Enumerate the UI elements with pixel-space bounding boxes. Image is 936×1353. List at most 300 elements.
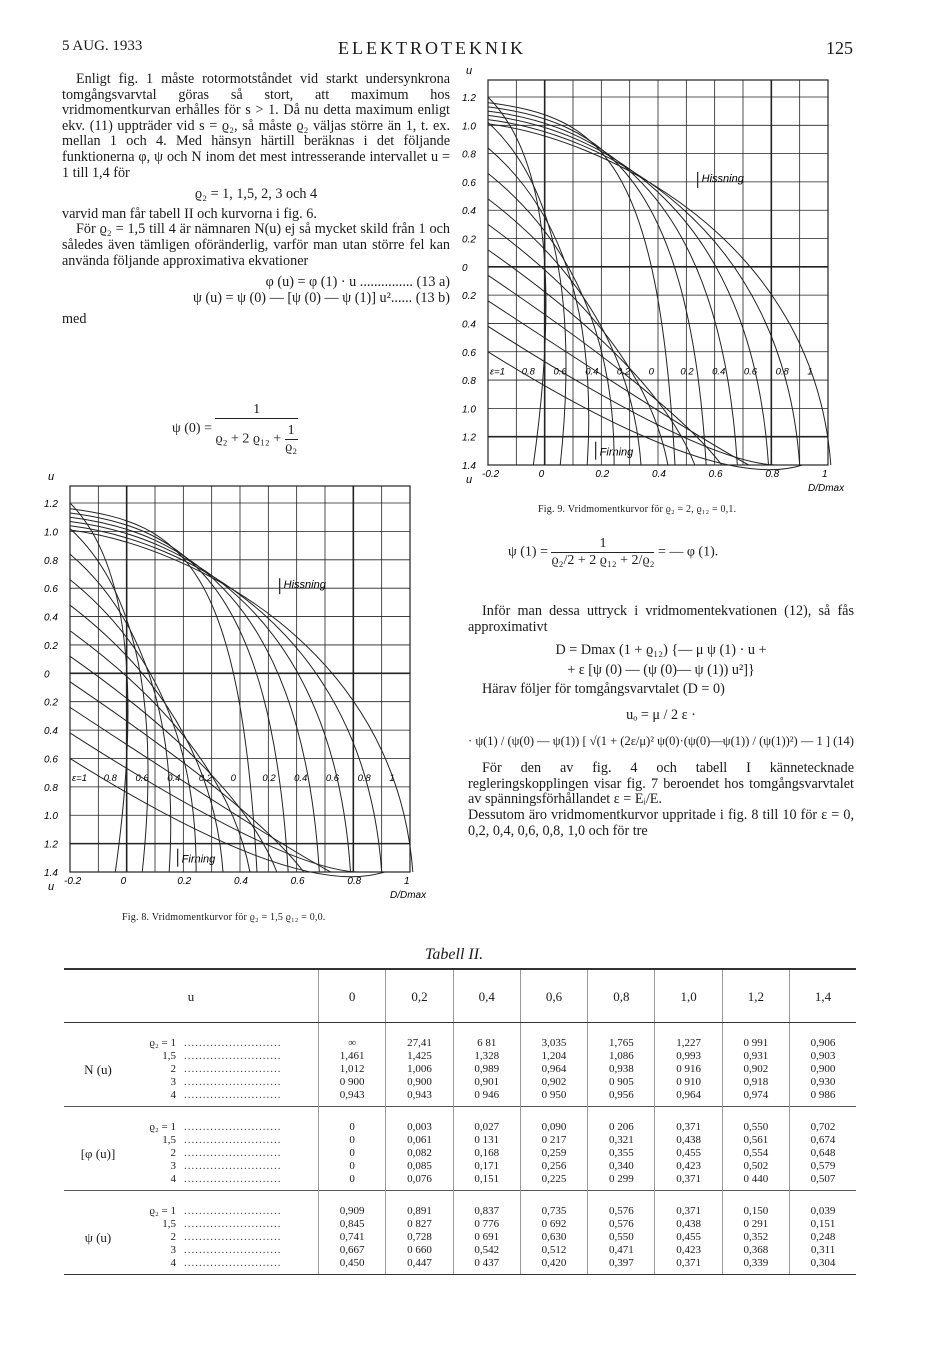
table-cell: 0 440 xyxy=(722,1173,789,1191)
y-tick-label: 1.4 xyxy=(462,461,476,472)
table-rho-label: 4 xyxy=(170,1089,176,1101)
hissning-label: Hissning xyxy=(283,579,326,592)
torque-curve xyxy=(488,115,769,465)
y-tick-label: 0.2 xyxy=(462,291,476,303)
u-axis-label: u xyxy=(466,474,473,486)
y-tick-label: 0.8 xyxy=(462,149,476,161)
table-cell: 0 905 xyxy=(588,1076,655,1089)
table-group-label: ψ (u) xyxy=(84,1230,112,1245)
table-cell: 0,674 xyxy=(790,1134,856,1147)
table-cell: 0,450 xyxy=(319,1257,386,1274)
table-cell: 1,204 xyxy=(520,1050,587,1063)
y-tick-label: 1.2 xyxy=(462,92,476,104)
table-cell: 0,368 xyxy=(722,1244,789,1257)
med-label: med xyxy=(62,311,87,328)
figure-9-chart xyxy=(448,62,868,507)
y-tick-label: 0.2 xyxy=(462,234,476,246)
table-cell: 0,667 xyxy=(319,1244,386,1257)
equation-psi0 xyxy=(172,402,298,456)
table-cell: 0,964 xyxy=(655,1089,722,1107)
table-rho-label: 1,5 xyxy=(162,1134,176,1146)
table-cell: 1,086 xyxy=(588,1050,655,1063)
table-cell: 0,579 xyxy=(790,1160,856,1173)
table-rho-label: 3 xyxy=(170,1244,176,1256)
table-col-header-5: 1,0 xyxy=(655,970,722,1023)
table-cell: 0,554 xyxy=(722,1147,789,1160)
epsilon-label: 0.6 xyxy=(553,366,567,378)
u-axis-label: u xyxy=(48,881,55,893)
table-cell: 0,371 xyxy=(655,1173,722,1191)
table-cell: 0,993 xyxy=(655,1050,722,1063)
table-cell: 0 986 xyxy=(790,1089,856,1107)
table-cell: 0,502 xyxy=(722,1160,789,1173)
epsilon-label: 1 xyxy=(389,773,395,785)
firning-label: Firning xyxy=(181,853,216,866)
figure-8-caption: Fig. 8. Vridmomentkurvor för ϱ₂ = 1,5 ϱ₁₂ = 0,0. xyxy=(122,912,326,923)
table-cell: 0 217 xyxy=(520,1134,587,1147)
table-leader-dots: .......................... xyxy=(184,1076,282,1088)
hissning-label: Hissning xyxy=(701,172,744,185)
table-cell: 0,561 xyxy=(722,1134,789,1147)
table-rho-label: ϱ₂ = 1 xyxy=(132,1191,180,1219)
table-cell: 0 776 xyxy=(453,1218,520,1231)
epsilon-label: ε=1 xyxy=(490,366,506,378)
y-tick-label: 1.0 xyxy=(44,527,58,539)
paragraph-2: varvid man får tabell II och kurvorna i fig. 6. xyxy=(62,205,317,222)
table-row xyxy=(64,1134,856,1147)
y-tick-label: 0 xyxy=(44,669,50,681)
table-cell: 0 827 xyxy=(386,1218,453,1231)
psi0-lhs: ψ (0) = xyxy=(172,421,212,437)
epsilon-label: 0.2 xyxy=(616,366,631,378)
table-cell: 0,909 xyxy=(319,1191,386,1219)
table-row xyxy=(64,1023,856,1051)
table-cell: 1,425 xyxy=(386,1050,453,1063)
epsilon-label: 0.2 xyxy=(680,366,694,378)
torque-curve xyxy=(70,707,331,872)
epsilon-label: 0.8 xyxy=(521,366,535,378)
y-tick-label: 0.6 xyxy=(462,347,476,359)
paragraph-7: Dessutom äro vridmomentkurvor uppritade i fig. 8 till 10 för ε = 0, 0,2, 0,4, 0,6, 0,8, 1,0 och för tre xyxy=(468,806,854,839)
table-cell: 1,012 xyxy=(319,1063,386,1076)
table-cell: 0 691 xyxy=(453,1231,520,1244)
y-tick-label: 0.6 xyxy=(44,754,58,766)
table-cell: 0,918 xyxy=(722,1076,789,1089)
table-cell: 0 946 xyxy=(453,1089,520,1107)
table-rho-label: 1,5 xyxy=(162,1050,176,1062)
table-cell: 0 916 xyxy=(655,1063,722,1076)
x-tick-label: 0 xyxy=(538,469,545,480)
torque-curve xyxy=(70,517,319,872)
table-cell: 0,471 xyxy=(588,1244,655,1257)
table-cell: 0,311 xyxy=(790,1244,856,1257)
x-tick-label: 0.8 xyxy=(347,876,362,887)
table-cell: 0,845 xyxy=(319,1218,386,1231)
table-cell: 0,420 xyxy=(520,1257,587,1274)
table-group-spacer xyxy=(64,1244,132,1257)
y-tick-label: 1.0 xyxy=(462,121,476,133)
table-cell: 1,461 xyxy=(319,1050,386,1063)
table-cell: 0 291 xyxy=(722,1218,789,1231)
right-column xyxy=(468,604,854,839)
torque-curve xyxy=(70,656,277,872)
table-group-label: N (u) xyxy=(84,1062,112,1077)
table-leader-dots: .......................... xyxy=(184,1063,282,1075)
table-cell: 0 900 xyxy=(319,1076,386,1089)
table-leader-dots: .......................... xyxy=(180,1023,319,1051)
y-tick-label: 1.0 xyxy=(462,404,476,416)
epsilon-label: 0.2 xyxy=(262,773,276,785)
equation-d-line2: + ε [ψ (0) — (ψ (0)— ψ (1)) u²]} xyxy=(567,661,755,678)
torque-curve xyxy=(488,107,706,465)
table-cell: 0,352 xyxy=(722,1231,789,1244)
table-col-header-2: 0,4 xyxy=(453,970,520,1023)
table-row xyxy=(64,1147,856,1160)
table-cell: 1,006 xyxy=(386,1063,453,1076)
table-row xyxy=(64,1257,856,1274)
rho-values: ϱ₂ = 1, 1,5, 2, 3 och 4 xyxy=(194,186,318,203)
y-tick-label: 0.8 xyxy=(462,376,476,388)
equation-13b: ψ (u) = ψ (0) — [ψ (0) — ψ (1)] u²...... (13 b) xyxy=(193,289,450,306)
table-cell: 0,735 xyxy=(520,1191,587,1219)
table-cell: 0,256 xyxy=(520,1160,587,1173)
table-rho-label: 3 xyxy=(170,1076,176,1088)
torque-curve xyxy=(70,631,250,872)
table-cell: 0 692 xyxy=(520,1218,587,1231)
table-leader-dots: .......................... xyxy=(184,1244,282,1256)
x-tick-label: 0.6 xyxy=(708,469,723,480)
table-cell: 0,903 xyxy=(790,1050,856,1063)
y-tick-label: 0.4 xyxy=(44,612,58,624)
table-rho-label: ϱ₂ = 1 xyxy=(132,1107,180,1135)
table-rho-label: 2 xyxy=(170,1231,176,1243)
table-cell: 0,576 xyxy=(588,1191,655,1219)
table-leader-dots: .......................... xyxy=(184,1173,282,1185)
epsilon-label: 0.2 xyxy=(198,773,213,785)
x-tick-label: 1 xyxy=(822,469,828,480)
table-cell: 0,956 xyxy=(588,1089,655,1107)
table-leader-dots: .......................... xyxy=(184,1257,282,1269)
x-tick-label: -0.2 xyxy=(64,876,82,887)
table-cell: 0,321 xyxy=(588,1134,655,1147)
table-col-header-1: 0,2 xyxy=(386,970,453,1023)
table-title: Tabell II. xyxy=(425,946,484,963)
y-tick-label: 0.4 xyxy=(462,319,476,331)
table-cell: 0 131 xyxy=(453,1134,520,1147)
table-cell: 0,371 xyxy=(655,1107,722,1135)
psi1-lhs: ψ (1) = xyxy=(508,544,548,560)
epsilon-label: 0.4 xyxy=(294,773,308,785)
table-cell: 0,989 xyxy=(453,1063,520,1076)
table-cell: 0,931 xyxy=(722,1050,789,1063)
table-cell: 0 991 xyxy=(722,1023,789,1051)
table-cell: 0,371 xyxy=(655,1191,722,1219)
torque-curve xyxy=(70,529,148,872)
table-cell: 0,248 xyxy=(790,1231,856,1244)
epsilon-label: ε=1 xyxy=(72,773,88,785)
table-cell: 0,151 xyxy=(790,1218,856,1231)
table-leader-dots: .......................... xyxy=(184,1134,282,1146)
table-cell: 0 xyxy=(319,1160,386,1173)
table-group-spacer xyxy=(64,1023,132,1051)
table-col-header-7: 1,4 xyxy=(790,970,856,1023)
psi1-denominator: ϱ₂/2 + 2 ϱ₁₂ + 2/ϱ₂ xyxy=(551,553,655,568)
table-cell: 0,438 xyxy=(655,1134,722,1147)
table-cell: 0,151 xyxy=(453,1173,520,1191)
y-tick-label: 0.2 xyxy=(44,697,58,709)
table-col-header-6: 1,2 xyxy=(722,970,789,1023)
table-cell: 0,340 xyxy=(588,1160,655,1173)
equation-psi1 xyxy=(508,536,718,569)
table-cell: 0,891 xyxy=(386,1191,453,1219)
table-group-spacer xyxy=(64,1160,132,1173)
table-cell: 0 xyxy=(319,1173,386,1191)
equation-14: · ψ(1) / (ψ(0) — ψ(1)) [ √(1 + (2ε/μ)² ψ(0)·(ψ(0)—ψ(1)) / (ψ(1))²) — 1 ] (14) xyxy=(468,733,854,748)
table-cell: 0,900 xyxy=(386,1076,453,1089)
table-row xyxy=(64,1089,856,1107)
table-cell: 0,630 xyxy=(520,1231,587,1244)
paragraph-3: För ϱ₂ = 1,5 till 4 är nämnaren N(u) ej så mycket skild från 1 och således även tämligen oföränderlig, varför man utan större fel kan använda följande approximativa ekvationer xyxy=(62,221,450,269)
table-row xyxy=(64,1050,856,1063)
table-cell: 0,943 xyxy=(319,1089,386,1107)
table-row xyxy=(64,1076,856,1089)
table-row xyxy=(64,1244,856,1257)
page-number: 125 xyxy=(826,38,853,58)
table-col-header-4: 0,8 xyxy=(588,970,655,1023)
table-cell: 0,900 xyxy=(790,1063,856,1076)
left-column xyxy=(62,72,450,328)
y-tick-label: 0.6 xyxy=(462,177,476,189)
equation-uo: uₒ = μ / 2 ε · xyxy=(626,706,696,723)
torque-curve xyxy=(488,250,695,465)
torque-curve xyxy=(70,513,288,872)
x-tick-label: 0.6 xyxy=(290,876,305,887)
x-tick-label: 0.4 xyxy=(234,876,248,887)
header-date: 5 AUG. 1933 xyxy=(62,38,143,54)
y-tick-label: 0.6 xyxy=(44,584,58,596)
psi0-numerator: 1 xyxy=(215,402,297,419)
table-cell: 0,259 xyxy=(520,1147,587,1160)
table-cell: 0,090 xyxy=(520,1107,587,1135)
table-leader-dots: .......................... xyxy=(184,1147,282,1159)
x-axis-label: D/Dmax xyxy=(808,483,845,494)
table-cell: 0,423 xyxy=(655,1160,722,1173)
epsilon-label: 0.8 xyxy=(357,773,371,785)
table-cell: 0,648 xyxy=(790,1147,856,1160)
table-cell: 0,039 xyxy=(790,1191,856,1219)
epsilon-label: 0.6 xyxy=(325,773,340,785)
paragraph-5: Härav följer för tomgångsvarvtalet (D = 0) xyxy=(482,681,725,698)
table-cell: 0,906 xyxy=(790,1023,856,1051)
torque-curve xyxy=(488,122,566,465)
table-cell: 27,41 xyxy=(386,1023,453,1051)
table-cell: 0,728 xyxy=(386,1231,453,1244)
table-cell: 0,085 xyxy=(386,1160,453,1173)
table-cell: 0,507 xyxy=(790,1173,856,1191)
paragraph-1: Enligt fig. 1 måste rotormotståndet vid starkt undersynkrona tomgångsvarvtal göras så stort, att maximum hos vridmomentkurvan erhålles för s > 1. Då nu detta maximum enligt ekv. (11) uppträder vid s = ϱ₂, så måste ϱ₂ väljas större än 1, t. ex. mellan 1 och 4. Med hänsyn härtill beräknas i det följande funktionerna φ, ψ och N inom det mest intresserande intervallet u = 1 till 1,4 för xyxy=(62,71,450,181)
table-rho-label: 4 xyxy=(170,1257,176,1269)
table-cell: 6 81 xyxy=(453,1023,520,1051)
table-row xyxy=(64,1218,856,1231)
table-cell: 0,027 xyxy=(453,1107,520,1135)
table-cell: 0,964 xyxy=(520,1063,587,1076)
table-cell: 0,902 xyxy=(520,1076,587,1089)
table-cell: 0 437 xyxy=(453,1257,520,1274)
table-cell: 1,765 xyxy=(588,1023,655,1051)
table-leader-dots: .......................... xyxy=(184,1218,282,1230)
table-cell: 0,550 xyxy=(588,1231,655,1244)
table-cell: 0,576 xyxy=(588,1218,655,1231)
table-cell: 0,455 xyxy=(655,1147,722,1160)
table-cell: 0,082 xyxy=(386,1147,453,1160)
equation-d-line1: D = Dmax (1 + ϱ₁₂) {— μ ψ (1) · u + xyxy=(555,642,767,659)
torque-curve xyxy=(488,224,668,465)
torque-curve xyxy=(488,120,800,465)
table-cell: 0,943 xyxy=(386,1089,453,1107)
y-tick-label: 1.2 xyxy=(44,839,58,851)
table-row xyxy=(64,1191,856,1219)
table-leader-dots: .......................... xyxy=(184,1050,282,1062)
table-cell: 0,901 xyxy=(453,1076,520,1089)
y-tick-label: 0.8 xyxy=(44,782,58,794)
table-cell: 0,512 xyxy=(520,1244,587,1257)
paragraph-6: För den av fig. 4 och tabell I kännetecknade regleringskopplingen visar fig. 7 beroendet hos tomgångsvarvtalet av spänningsförhållandet ε = Eᵢ/E. xyxy=(468,760,854,808)
table-rho-label: 2 xyxy=(170,1063,176,1075)
table-group-spacer xyxy=(64,1173,132,1191)
table-leader-dots: .......................... xyxy=(184,1160,282,1172)
table-cell: 0,930 xyxy=(790,1076,856,1089)
u-axis-label: u xyxy=(48,472,55,483)
table-rho-label: 4 xyxy=(170,1173,176,1185)
table-rho-label: 1,5 xyxy=(162,1218,176,1230)
torque-curve xyxy=(70,733,358,872)
table-group-spacer xyxy=(64,1107,132,1135)
table-cell: 0 xyxy=(319,1107,386,1135)
table-rho-label: 3 xyxy=(170,1160,176,1172)
epsilon-label: 0.8 xyxy=(103,773,117,785)
psi1-rhs: = — φ (1). xyxy=(657,544,719,560)
psi0-denominator: ϱ₂ + 2 ϱ₁₂ + xyxy=(215,431,282,447)
table-cell: 0,371 xyxy=(655,1257,722,1274)
table-cell: 3,035 xyxy=(520,1023,587,1051)
y-tick-label: 1.4 xyxy=(44,868,58,879)
epsilon-label: 0 xyxy=(648,366,654,378)
table-cell: 0 910 xyxy=(655,1076,722,1089)
table-cell: 0,171 xyxy=(453,1160,520,1173)
table-cell: 0,003 xyxy=(386,1107,453,1135)
table-cell: 0,355 xyxy=(588,1147,655,1160)
table-cell: 0 299 xyxy=(588,1173,655,1191)
table-cell: 0,304 xyxy=(790,1257,856,1274)
table-cell: 0,902 xyxy=(722,1063,789,1076)
psi0-den-frac-num: 1 xyxy=(285,423,298,440)
x-tick-label: 0.2 xyxy=(595,469,610,480)
torque-curve xyxy=(70,526,382,872)
figure-9-caption: Fig. 9. Vridmomentkurvor för ϱ₂ = 2, ϱ₁₂ = 0,1. xyxy=(538,504,737,515)
table-cell: 0,455 xyxy=(655,1231,722,1244)
table-cell: ∞ xyxy=(319,1023,386,1051)
table-cell: 1,227 xyxy=(655,1023,722,1051)
table-u-header: u xyxy=(64,970,319,1023)
table-cell: 0,150 xyxy=(722,1191,789,1219)
torque-curve xyxy=(488,326,776,465)
x-tick-label: 0.8 xyxy=(765,469,780,480)
psi1-numerator: 1 xyxy=(551,536,654,553)
table-cell: 0,550 xyxy=(722,1107,789,1135)
table-cell: 0 950 xyxy=(520,1089,587,1107)
y-tick-label: 1.2 xyxy=(44,499,58,511)
torque-curve xyxy=(488,301,749,465)
journal-title: ELEKTROTEKNIK xyxy=(338,38,526,58)
table-group-spacer xyxy=(64,1089,132,1107)
table-cell: 0,397 xyxy=(588,1257,655,1274)
table-cell: 0,225 xyxy=(520,1173,587,1191)
table-leader-dots: .......................... xyxy=(180,1107,319,1135)
table-col-header-0: 0 xyxy=(319,970,386,1023)
epsilon-label: 0 xyxy=(230,773,236,785)
table-row xyxy=(64,1173,856,1191)
firning-label: Firning xyxy=(599,446,634,459)
table-col-header-3: 0,6 xyxy=(520,970,587,1023)
table-cell: 1,328 xyxy=(453,1050,520,1063)
table-cell: 0,542 xyxy=(453,1244,520,1257)
equation-13a: φ (u) = φ (1) · u ............... (13 a) xyxy=(265,274,450,291)
table-cell: 0 xyxy=(319,1134,386,1147)
table-leader-dots: .......................... xyxy=(184,1231,282,1243)
table-row xyxy=(64,1231,856,1244)
table-cell: 0,438 xyxy=(655,1218,722,1231)
x-tick-label: 0 xyxy=(120,876,127,887)
table-row xyxy=(64,1063,856,1076)
table-cell: 0,741 xyxy=(319,1231,386,1244)
table-cell: 0 660 xyxy=(386,1244,453,1257)
table-cell: 0,061 xyxy=(386,1134,453,1147)
table-leader-dots: .......................... xyxy=(180,1191,319,1219)
paragraph-4: Inför man dessa uttryck i vridmomentekvationen (12), så fås approximativt xyxy=(468,603,854,635)
epsilon-label: 0.6 xyxy=(135,773,149,785)
table-group-spacer xyxy=(64,1257,132,1274)
table-cell: 0,339 xyxy=(722,1257,789,1274)
figure-8-chart xyxy=(40,472,440,912)
x-tick-label: 0.4 xyxy=(652,469,666,480)
epsilon-label: 1 xyxy=(807,366,813,378)
table-cell: 0,974 xyxy=(722,1089,789,1107)
epsilon-label: 0.4 xyxy=(712,366,726,378)
y-tick-label: 1.0 xyxy=(44,811,58,823)
y-tick-label: 0.2 xyxy=(44,640,58,652)
epsilon-label: 0.6 xyxy=(743,366,758,378)
epsilon-label: 0.8 xyxy=(775,366,789,378)
x-tick-label: -0.2 xyxy=(482,469,500,480)
epsilon-label: 0.4 xyxy=(585,366,599,378)
table-group-spacer xyxy=(64,1191,132,1219)
y-tick-label: 0.8 xyxy=(44,555,58,567)
table-ii xyxy=(64,968,856,1275)
table-cell: 0,702 xyxy=(790,1107,856,1135)
table-cell: 0 xyxy=(319,1147,386,1160)
table-cell: 0,076 xyxy=(386,1173,453,1191)
table-row xyxy=(64,1107,856,1135)
psi0-den-frac-den: ϱ₂ xyxy=(285,440,298,455)
table-rho-label: ϱ₂ = 1 xyxy=(132,1023,180,1051)
table-row xyxy=(64,1160,856,1173)
x-axis-label: D/Dmax xyxy=(390,890,427,901)
table-leader-dots: .......................... xyxy=(184,1089,282,1101)
torque-curve xyxy=(70,521,351,872)
table-rho-label: 2 xyxy=(170,1147,176,1159)
epsilon-label: 0.4 xyxy=(167,773,181,785)
y-tick-label: 0.4 xyxy=(44,726,58,738)
